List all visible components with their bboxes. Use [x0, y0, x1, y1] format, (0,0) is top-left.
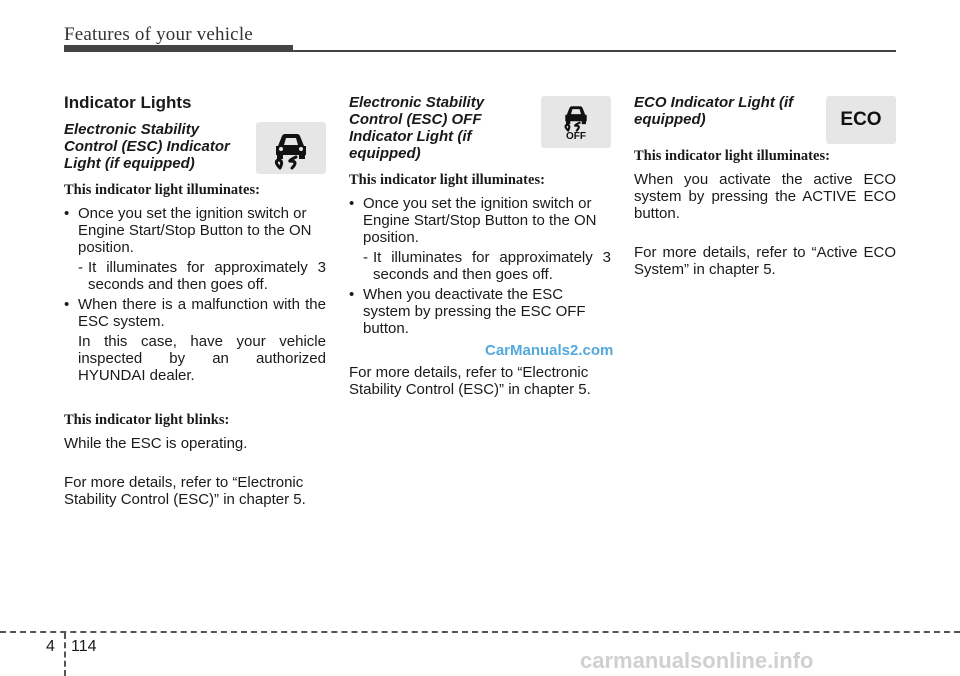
footer-rule	[0, 631, 960, 633]
blinks-text: While the ESC is operating.	[64, 435, 248, 452]
footer-divider	[64, 633, 66, 676]
eco-subhead: ECO Indicator Light (if equipped)	[634, 94, 794, 128]
bullet-item: • Once you set the ignition switch or Engine Start/Stop Button to the ON position.	[64, 205, 312, 256]
illuminates-label: This indicator light illuminates:	[64, 182, 260, 198]
bullet-item: • When you deactivate the ESC system by pressing the ESC OFF button.	[349, 286, 586, 337]
dash-item: - It illuminates for approximately 3 seconds and then goes off.	[363, 249, 611, 283]
page-header-title: Features of your vehicle	[64, 24, 253, 45]
chapter-number: 4	[46, 638, 55, 655]
header-rule	[64, 50, 896, 52]
more-details: For more details, refer to “Electronic Stability Control (ESC)” in chapter 5.	[64, 474, 306, 508]
page-number: 114	[71, 638, 97, 655]
esc-off-subhead: Electronic Stability Control (ESC) OFF Indicator Light (if equipped)	[349, 94, 485, 162]
more-details: For more details, refer to “Active ECO System” in chapter 5.	[634, 244, 896, 278]
watermark: CarManuals2.com	[485, 342, 614, 359]
dash-item: - It illuminates for approximately 3 seconds and then goes off.	[78, 259, 326, 293]
eco-text: When you activate the active ECO system by pressing the ACTIVE ECO button.	[634, 171, 896, 222]
footer-watermark: carmanualsonline.info	[580, 648, 814, 673]
esc-indicator-icon	[256, 122, 326, 174]
bullet-note: In this case, have your vehicle inspected by an authorized HYUNDAI dealer.	[78, 333, 326, 384]
esc-subhead: Electronic Stability Control (ESC) Indicator Light (if equipped)	[64, 121, 230, 172]
illuminates-label: This indicator light illuminates:	[634, 148, 830, 164]
illuminates-label: This indicator light illuminates:	[349, 172, 545, 188]
esc-off-indicator-icon	[541, 96, 611, 148]
eco-icon-label: ECO	[840, 109, 882, 130]
eco-indicator-icon	[826, 96, 896, 144]
blinks-label: This indicator light blinks:	[64, 412, 230, 428]
section-title: Indicator Lights	[64, 93, 192, 112]
off-label: OFF	[566, 131, 586, 142]
bullet-item: • Once you set the ignition switch or Engine Start/Stop Button to the ON position.	[349, 195, 597, 246]
more-details: For more details, refer to “Electronic Stability Control (ESC)” in chapter 5.	[349, 364, 591, 398]
bullet-item: • When there is a malfunction with the ESC system.	[64, 296, 326, 330]
